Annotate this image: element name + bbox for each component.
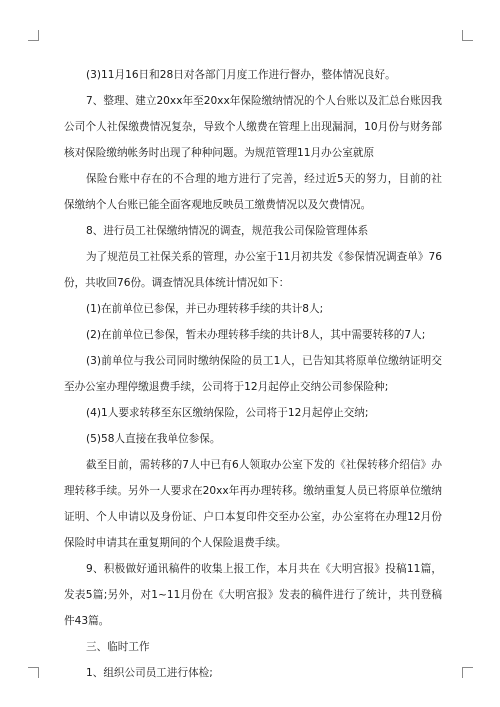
paragraph: 为了规范员工社保关系的管理，办公室于11月初共发《参保情况调查单》76份，共收回76份。调查情况具体统计情况如下： bbox=[64, 251, 442, 289]
section-heading: 三、临时工作 bbox=[86, 641, 150, 653]
paragraph: (2)在前单位已参保，暂未办理转移手续的共计8人，其中需要转移的7人; bbox=[86, 329, 426, 341]
paragraph: 1、组织公司员工进行体检; bbox=[86, 667, 213, 679]
paragraph: 截至目前，需转移的7人中已有6人领取办公室下发的《社保转移介绍信》办理转移手续。另外一人要求在20xx年再办理转移。缴纳重复人员已将原单位缴纳证明、个人申请以及身份证、户口本复印件交至办公室，办公室将在办理12月份保险时申请其在重复期间的个人保险退费手续。 bbox=[64, 459, 442, 549]
corner-mark-bottom-right bbox=[462, 667, 473, 678]
paragraph: 9、积极做好通讯稿件的收集上报工作，本月共在《大明宫报》投稿11篇，发表5篇;另外，对1~11月份在《大明宫报》发表的稿件进行了统计，共刊登稿件43篇。 bbox=[64, 563, 442, 627]
paragraph: (1)在前单位已参保，并已办理转移手续的共计8人; bbox=[86, 303, 324, 315]
paragraph: 保险台账中存在的不合理的地方进行了完善，经过近5天的努力，目前的社保缴纳个人台账已能全面客观地反映员工缴费情况以及欠费情况。 bbox=[64, 173, 442, 211]
document-body bbox=[64, 62, 442, 686]
corner-mark-top-left bbox=[28, 30, 39, 41]
corner-mark-bottom-left bbox=[28, 667, 39, 678]
paragraph: (3)11月16日和28日对各部门月度工作进行督办，整体情况良好。 bbox=[86, 69, 396, 81]
paragraph: (4)1人要求转移至东区缴纳保险，公司将于12月起停止交纳; bbox=[86, 407, 369, 419]
paragraph: 8、进行员工社保缴纳情况的调查，规范我公司保险管理体系 bbox=[86, 225, 369, 237]
corner-mark-top-right bbox=[462, 30, 473, 41]
paragraph: 7、整理、建立20xx年至20xx年保险缴纳情况的个人台账以及汇总台账因我公司个人社保缴费情况复杂，导致个人缴费在管理上出现漏洞，10月份与财务部核对保险缴纳帐务时出现了种种问题。为规范管理11月办公室就原 bbox=[64, 95, 442, 159]
paragraph: (5)58人直接在我单位参保。 bbox=[86, 433, 221, 445]
paragraph: (3)前单位与我公司同时缴纳保险的员工1人，已告知其将原单位缴纳证明交至办公室办理停缴退费手续，公司将于12月起停止交纳公司参保险种; bbox=[64, 355, 442, 393]
